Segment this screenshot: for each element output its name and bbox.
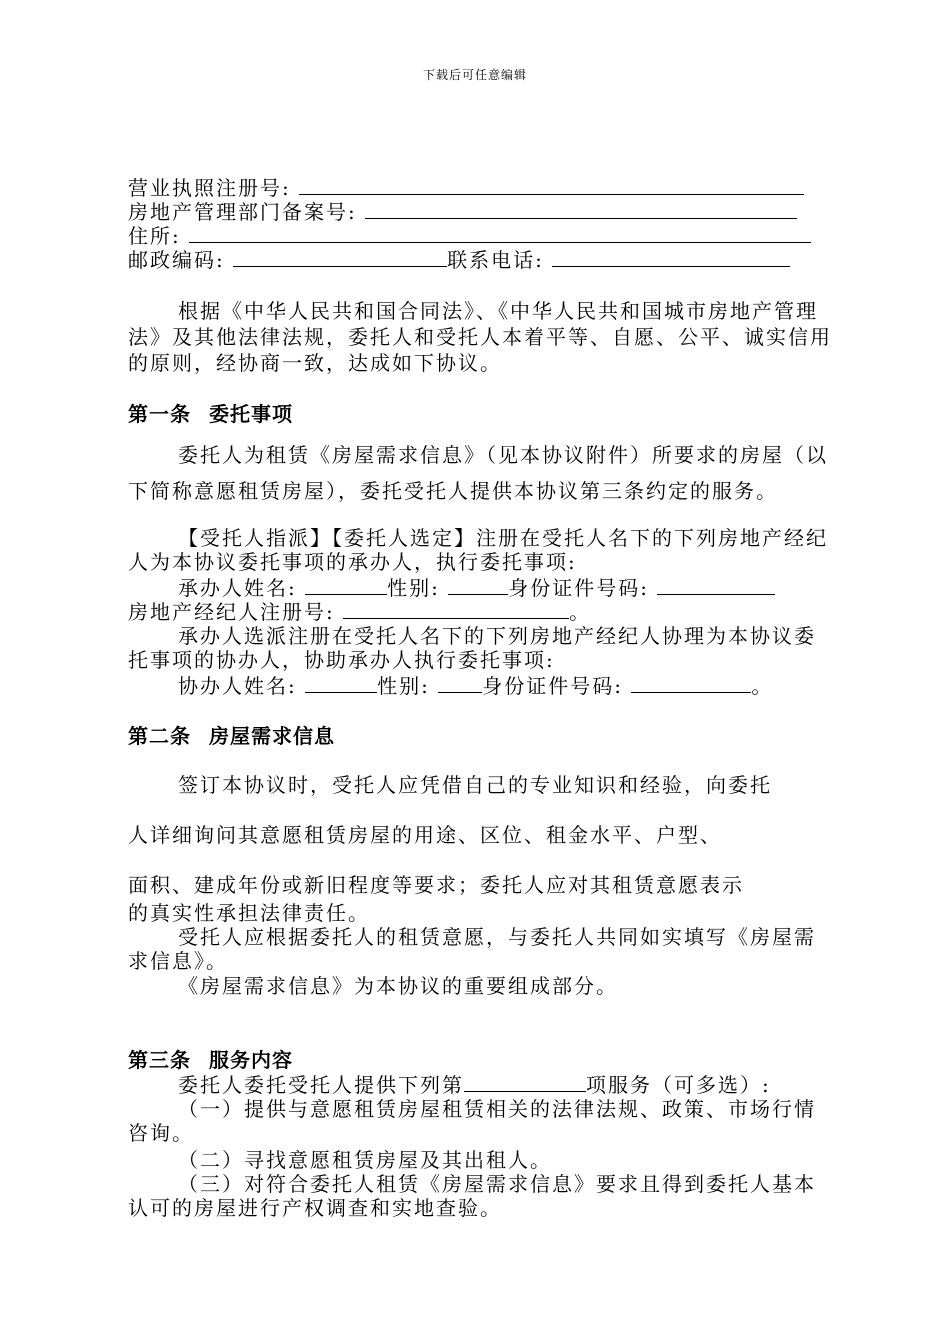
article3-heading [128, 1047, 832, 1073]
handler-id-blank [657, 576, 775, 595]
license-label: 营业执照注册号: [128, 176, 291, 200]
article2-title: 房屋需求信息 [209, 724, 335, 748]
article1-p1: 委托人为租赁《房屋需求信息》（见本协议附件）所要求的房屋（以下简称意愿租赁房屋），委托受托人提供本协议第三条约定的服务。 [128, 443, 828, 503]
page-header-note: 下载后可任意编辑 [422, 68, 527, 82]
article1-title: 委托事项 [209, 402, 293, 426]
agent-reg-period: 。 [569, 600, 592, 624]
article3-item1: （一）提供与意愿租赁房屋租赁相关的法律法规、政策、市场行情咨询。 [128, 1097, 816, 1145]
filing-label: 房地产管理部门备案号: [128, 200, 357, 224]
article2-p1-line4: 的真实性承担法律责任。 [128, 901, 370, 925]
article2-p3: 《房屋需求信息》为本协议的重要组成部分。 [178, 974, 618, 998]
phone-blank [552, 248, 790, 267]
assistant-gender-label: 性别: [377, 674, 430, 698]
article3-intro-b: 项服务（可多选）: [586, 1073, 771, 1097]
handler-name-blank [305, 576, 387, 595]
postcode-label: 邮政编码: [128, 248, 225, 272]
phone-label: 联系电话: [447, 248, 544, 272]
address-blank [189, 224, 811, 243]
party-info-block [128, 176, 832, 272]
handler-gender-blank [448, 576, 508, 595]
postcode-blank [233, 248, 447, 267]
article1-p2: 【受托人指派】【委托人选定】注册在受托人名下的下列房地产经纪人为本协议委托事项的承办人，执行委托事项: [128, 526, 828, 574]
service-items-blank [464, 1073, 586, 1092]
handler-id-label: 身份证件号码: [508, 576, 649, 600]
assistant-name-blank [305, 674, 377, 693]
handler-gender-label: 性别: [387, 576, 440, 600]
article1-p3: 承办人选派注册在受托人名下的下列房地产经纪人协理为本协议委托事项的协办人，协助承办人执行委托事项: [128, 624, 816, 672]
assistant-period: 。 [751, 674, 774, 698]
postcode-phone-row [128, 248, 832, 272]
article2-p1-line3: 面积、建成年份或新旧程度等要求；委托人应对其租赁意愿表示 [128, 873, 744, 897]
license-row [128, 176, 832, 200]
handler-row [128, 576, 832, 600]
article1-heading [128, 401, 832, 427]
article3-intro-a: 委托人委托受托人提供下列第 [178, 1073, 464, 1097]
article2-p1 [128, 760, 832, 910]
handler-name-label: 承办人姓名: [178, 576, 297, 600]
article2-p1-line1: 签订本协议时，受托人应凭借自己的专业知识和经验，向委托 [178, 773, 772, 797]
preamble: 根据《中华人民共和国合同法》、《中华人民共和国城市房地产管理法》及其他法律法规，委托人和受托人本着平等、自愿、公平、诚实信用的原则，经协商一致，达成如下协议。 [128, 299, 832, 375]
agent-reg-blank [343, 600, 569, 619]
assistant-id-label: 身份证件号码: [482, 674, 623, 698]
address-label: 住所: [128, 224, 181, 248]
assistant-id-blank [631, 674, 751, 693]
article3-intro [128, 1073, 832, 1097]
article3-item2: （二）寻找意愿租赁房屋及其出租人。 [178, 1148, 552, 1172]
assistant-name-label: 协办人姓名: [178, 674, 297, 698]
filing-row [128, 200, 832, 224]
article3-title: 服务内容 [209, 1048, 293, 1072]
license-blank [299, 176, 804, 195]
article2-heading [128, 723, 832, 749]
article3-number: 第三条 [128, 1048, 191, 1072]
assistant-row [128, 674, 832, 698]
agent-reg-label: 房地产经纪人注册号: [128, 600, 335, 624]
article2-number: 第二条 [128, 724, 191, 748]
article1-number: 第一条 [128, 402, 191, 426]
agent-reg-row [128, 600, 832, 624]
article3-item3: （三）对符合委托人租赁《房屋需求信息》要求且得到委托人基本认可的房屋进行产权调查和实地查验。 [128, 1172, 816, 1220]
article2-p2: 受托人应根据委托人的租赁意愿，与委托人共同如实填写《房屋需求信息》。 [128, 925, 816, 973]
filing-blank [365, 200, 797, 219]
article2-p1-line2: 人详细询问其意愿租赁房屋的用途、区位、租金水平、户型、 [128, 823, 722, 847]
address-row [128, 224, 832, 248]
assistant-gender-blank [438, 674, 482, 693]
